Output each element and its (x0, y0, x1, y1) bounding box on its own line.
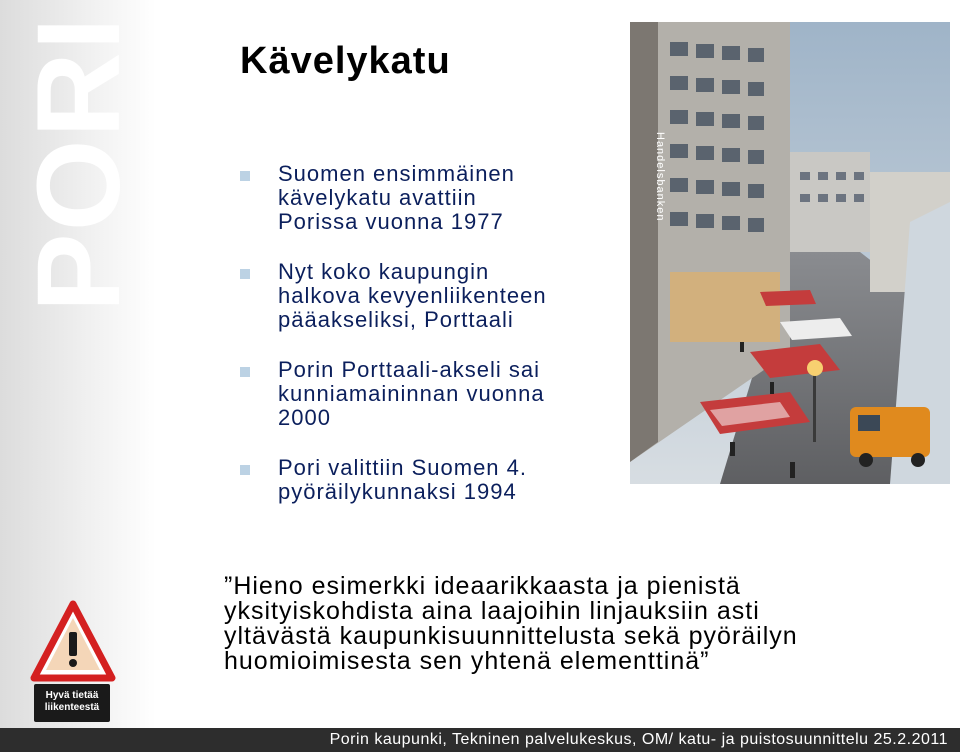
bullet-line: pyöräilykunnaksi 1994 (278, 479, 517, 504)
quote-line: huomioimisesta sen yhtenä elementtinä” (224, 647, 710, 675)
footer-text: Porin kaupunki, Tekninen palvelukeskus, OM/ katu- ja puistosuunnittelu 25.2.2011 (329, 731, 948, 748)
warning-caption (34, 684, 110, 722)
warning-caption-line: Hyvä tietää (45, 690, 99, 701)
bullet-line: pääakseliksi, Porttaali (278, 307, 514, 332)
quote-block (224, 574, 924, 674)
bullet-line: kävelykatu avattiin (278, 185, 477, 210)
quote-line: ”Hieno esimerkki ideaarikkaasta ja pienistä (224, 572, 741, 600)
bullet-item (240, 162, 610, 234)
warning-caption-line: liikenteestä (44, 702, 100, 713)
bullet-line: Porin Porttaali-akseli sai (278, 357, 540, 382)
bullet-list (240, 162, 610, 530)
footer-bar (0, 728, 960, 752)
bullet-line: kunniamaininnan vuonna (278, 381, 545, 406)
bullet-line: Suomen ensimmäinen (278, 161, 515, 186)
bank-sign: Handelsbanken (654, 132, 666, 222)
bullet-line: halkova kevyenliikenteen (278, 283, 547, 308)
quote-line: yksityiskohdista aina laajoihin linjauksiin asti (224, 597, 760, 625)
bullet-item (240, 260, 610, 332)
slide-title: Kävelykatu (240, 40, 451, 82)
street-photo (630, 22, 950, 484)
bullet-marker-icon (240, 269, 250, 279)
bullet-line: Nyt koko kaupungin (278, 259, 490, 284)
quote-line: yltävästä kaupunkisuunnittelusta sekä pyöräilyn (224, 622, 798, 650)
bullet-marker-icon (240, 465, 250, 475)
bullet-line: Pori valittiin Suomen 4. (278, 455, 527, 480)
bullet-marker-icon (240, 171, 250, 181)
bullet-item (240, 358, 610, 430)
bullet-line: 2000 (278, 405, 331, 430)
bullet-marker-icon (240, 367, 250, 377)
brand-watermark: PORI (13, 15, 145, 312)
bullet-line: Porissa vuonna 1977 (278, 209, 504, 234)
bullet-item (240, 456, 610, 504)
